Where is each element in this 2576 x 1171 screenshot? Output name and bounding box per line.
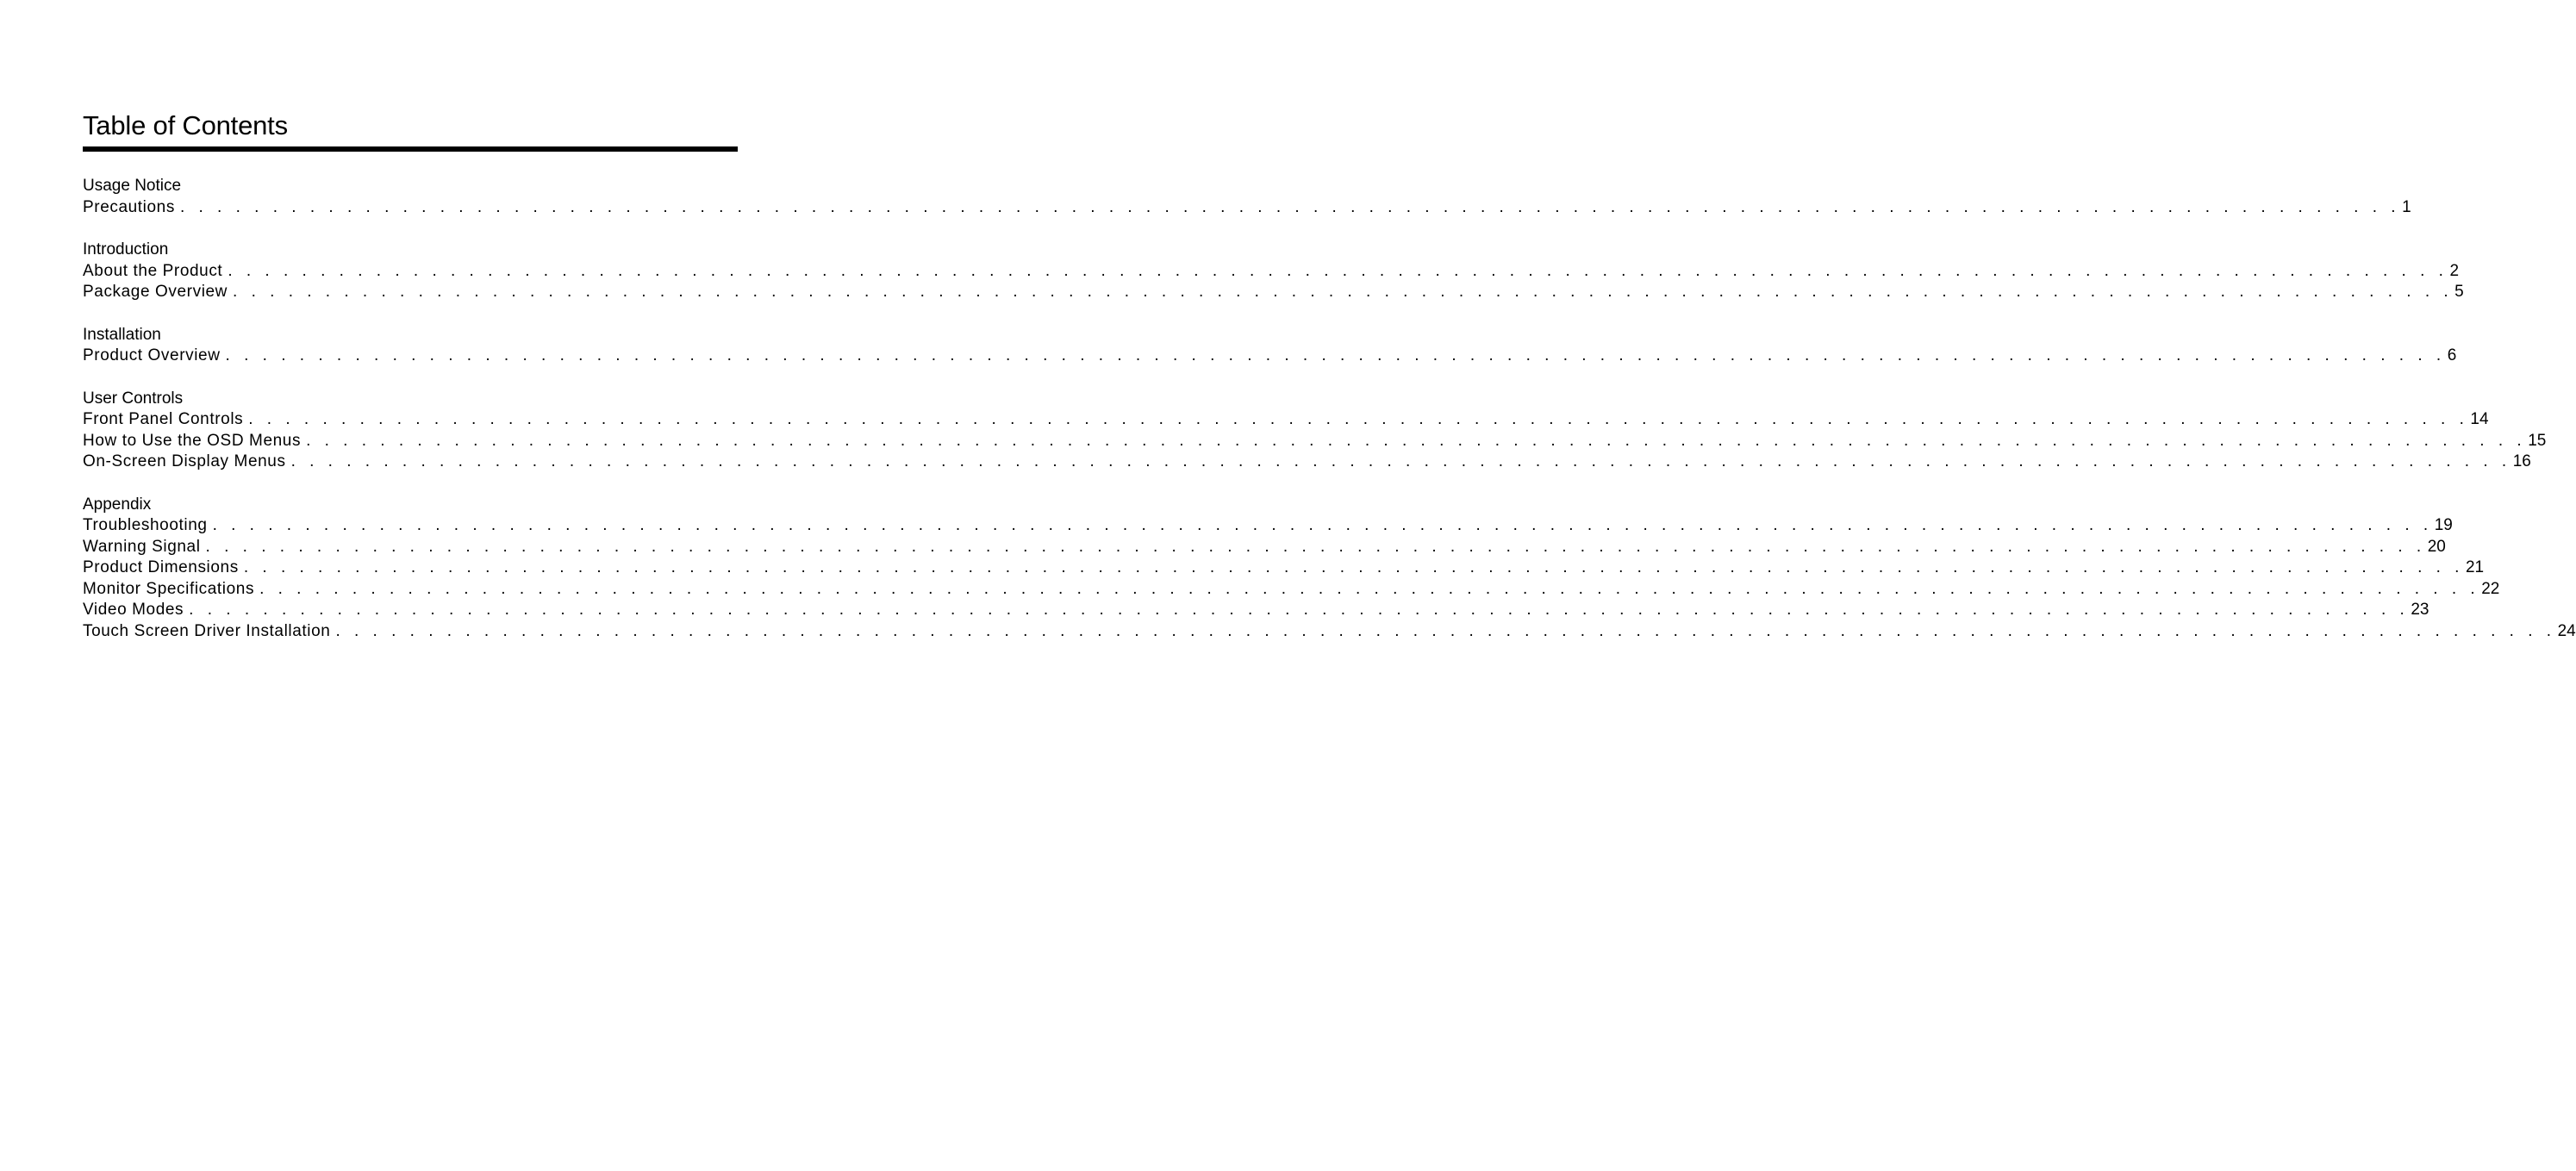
- toc-dot-leader: . . . . . . . . . . . . . . . . . . . . . . . . . . . . . . . . . . . . . . . . . . . . . . . . . . . . . . . . . . . . . . . . . . . . . . . . . . . . . . . . . . . . . . . . . . . . . . . . . . . . . . . . . . . . . . . . . . . . . . . .: [306, 431, 2527, 450]
- toc-section-heading: Installation: [83, 325, 161, 344]
- toc-entry-label: Video Modes: [83, 600, 189, 621]
- toc-dot-leader: . . . . . . . . . . . . . . . . . . . . . . . . . . . . . . . . . . . . . . . . . . . . . . . . . . . . . . . . . . . . . . . . . . . . . . . . . . . . . . . . . . . . . . . . . . . . . . . . . . . . . . . . . . . . . . . . . . . . . . . .: [228, 261, 2448, 280]
- toc-section: [83, 176, 2411, 218]
- toc-page-number: 6: [2447, 346, 2457, 364]
- toc-page-number: 16: [2512, 452, 2531, 470]
- toc-entry-label: How to Use the OSD Menus: [83, 431, 306, 452]
- table-of-contents: [83, 176, 2576, 663]
- toc-dot-leader: . . . . . . . . . . . . . . . . . . . . . . . . . . . . . . . . . . . . . . . . . . . . . . . . . . . . . . . . . . . . . . . . . . . . . . . . . . . . . . . . . . . . . . . . . . . . . . . . . . . . . . . . . . . . . . . . . . . . . . . .: [205, 537, 2426, 556]
- toc-page-number: 19: [2434, 516, 2453, 534]
- toc-entry-label: Front Panel Controls: [83, 409, 248, 431]
- toc-entry[interactable]: [83, 515, 2453, 537]
- title-divider: [83, 146, 738, 152]
- toc-dot-leader: . . . . . . . . . . . . . . . . . . . . . . . . . . . . . . . . . . . . . . . . . . . . . . . . . . . . . . . . . . . . . . . . . . . . . . . . . . . . . . . . . . . . . . . . . . . . . . . . . . . . . . . . . . . . . . . . . . . . . . . .: [225, 346, 2446, 364]
- toc-page-number: 15: [2528, 431, 2547, 450]
- toc-entry[interactable]: [83, 282, 2464, 303]
- toc-entry[interactable]: [83, 621, 2576, 643]
- toc-dot-leader: . . . . . . . . . . . . . . . . . . . . . . . . . . . . . . . . . . . . . . . . . . . . . . . . . . . . . . . . . . . . . . . . . . . . . . . . . . . . . . . . . . . . . . . . . . . . . . . . . . . . . . . . . . . . . . . . . . . . . . . .: [212, 516, 2433, 534]
- toc-entry-label: Troubleshooting: [83, 515, 213, 537]
- toc-dot-leader: . . . . . . . . . . . . . . . . . . . . . . . . . . . . . . . . . . . . . . . . . . . . . . . . . . . . . . . . . . . . . . . . . . . . . . . . . . . . . . . . . . . . . . . . . . . . . . . . . . . . . . . . . . . . . . . . . . . . . . . .: [189, 601, 2410, 619]
- toc-entry[interactable]: [83, 261, 2460, 283]
- toc-entry[interactable]: [83, 431, 2547, 452]
- toc-page-number: 2: [2449, 261, 2460, 280]
- toc-entry-label: Package Overview: [83, 282, 233, 303]
- toc-section-heading: Introduction: [83, 240, 169, 258]
- toc-entry[interactable]: [83, 197, 2411, 219]
- toc-dot-leader: . . . . . . . . . . . . . . . . . . . . . . . . . . . . . . . . . . . . . . . . . . . . . . . . . . . . . . . . . . . . . . . . . . . . . . . . . . . . . . . . . . . . . . . . . . . . . . . . . . . . . . . . . . . . . . . . . . . . . . . .: [259, 579, 2480, 598]
- toc-section-heading: Usage Notice: [83, 177, 182, 195]
- toc-entry-label: About the Product: [83, 261, 228, 283]
- toc-section: [83, 495, 2576, 643]
- toc-page-number: 1: [2402, 197, 2411, 216]
- toc-section: [83, 240, 2464, 303]
- toc-dot-leader: . . . . . . . . . . . . . . . . . . . . . . . . . . . . . . . . . . . . . . . . . . . . . . . . . . . . . . . . . . . . . . . . . . . . . . . . . . . . . . . . . . . . . . . . . . . . . . . . . . . . . . . . . . . . . . . . . . . . . . . .: [243, 558, 2464, 576]
- toc-entry[interactable]: [83, 452, 2531, 473]
- toc-dot-leader: . . . . . . . . . . . . . . . . . . . . . . . . . . . . . . . . . . . . . . . . . . . . . . . . . . . . . . . . . . . . . . . . . . . . . . . . . . . . . . . . . . . . . . . . . . . . . . . . . . . . . . . . . . . . . . . . . . . . . . . .: [179, 197, 2401, 216]
- toc-dot-leader: . . . . . . . . . . . . . . . . . . . . . . . . . . . . . . . . . . . . . . . . . . . . . . . . . . . . . . . . . . . . . . . . . . . . . . . . . . . . . . . . . . . . . . . . . . . . . . . . . . . . . . . . . . . . . . . . . . . . . . . .: [233, 283, 2454, 301]
- toc-entry[interactable]: [83, 537, 2446, 558]
- toc-section: [83, 325, 2457, 367]
- toc-entry-label: Product Dimensions: [83, 557, 244, 579]
- toc-dot-leader: . . . . . . . . . . . . . . . . . . . . . . . . . . . . . . . . . . . . . . . . . . . . . . . . . . . . . . . . . . . . . . . . . . . . . . . . . . . . . . . . . . . . . . . . . . . . . . . . . . . . . . . . . . . . . . . . . . . . . . . .: [290, 452, 2511, 470]
- toc-entry[interactable]: [83, 557, 2485, 579]
- toc-page-number: 20: [2427, 537, 2446, 556]
- toc-entry-label: Touch Screen Driver Installation: [83, 621, 335, 643]
- toc-page-number: 21: [2465, 558, 2485, 576]
- toc-entry[interactable]: [83, 600, 2429, 621]
- toc-dot-leader: . . . . . . . . . . . . . . . . . . . . . . . . . . . . . . . . . . . . . . . . . . . . . . . . . . . . . . . . . . . . . . . . . . . . . . . . . . . . . . . . . . . . . . . . . . . . . . . . . . . . . . . . . . . . . . . . . . . . . . . .: [248, 410, 2469, 428]
- toc-entry[interactable]: [83, 346, 2457, 367]
- toc-entry-label: On-Screen Display Menus: [83, 452, 291, 473]
- toc-entry-label: Monitor Specifications: [83, 579, 259, 601]
- toc-section: [83, 389, 2547, 473]
- toc-page-number: 22: [2481, 579, 2500, 598]
- toc-page-number: 24: [2557, 621, 2576, 640]
- toc-entry[interactable]: [83, 409, 2489, 431]
- toc-section-heading: User Controls: [83, 389, 184, 408]
- toc-entry-label: Precautions: [83, 197, 180, 219]
- page-title: Table of Contents: [83, 110, 288, 140]
- toc-section-heading: Appendix: [83, 495, 152, 514]
- toc-entry[interactable]: [83, 579, 2500, 601]
- toc-entry-label: Product Overview: [83, 346, 226, 367]
- toc-page-number: 23: [2411, 601, 2429, 619]
- toc-page-number: 14: [2470, 410, 2489, 428]
- toc-page-number: 5: [2454, 283, 2464, 301]
- toc-dot-leader: . . . . . . . . . . . . . . . . . . . . . . . . . . . . . . . . . . . . . . . . . . . . . . . . . . . . . . . . . . . . . . . . . . . . . . . . . . . . . . . . . . . . . . . . . . . . . . . . . . . . . . . . . . . . . . . . . . . . . . . .: [335, 621, 2556, 640]
- toc-entry-label: Warning Signal: [83, 537, 206, 558]
